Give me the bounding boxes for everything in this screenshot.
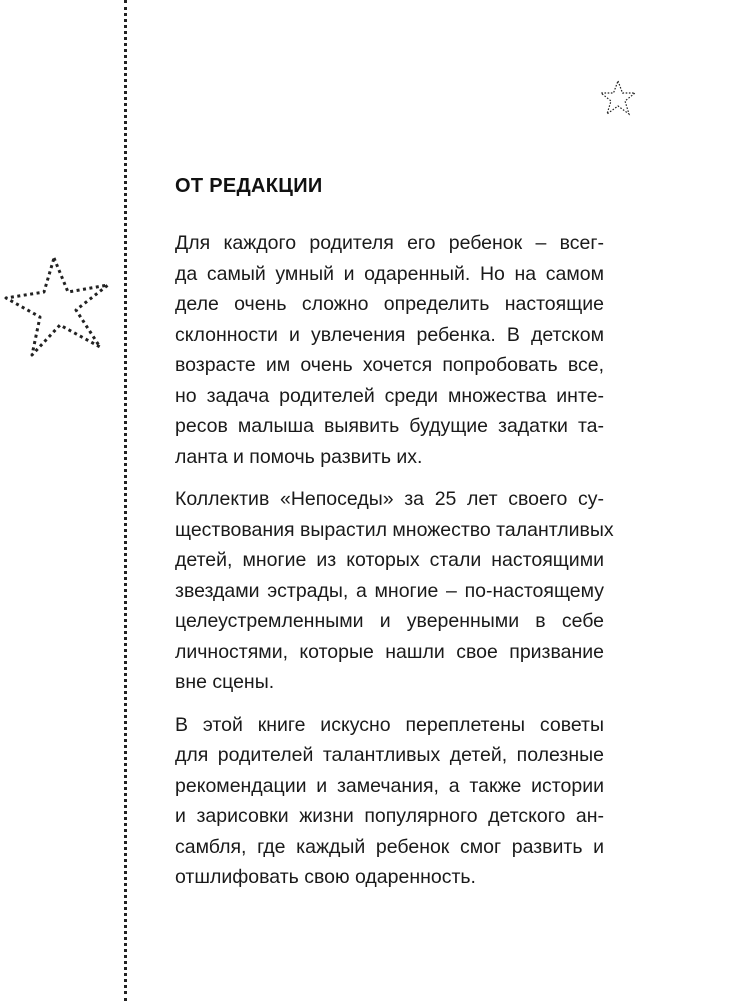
paragraph-line: для родителей талантливых детей, полезные [175,744,604,766]
paragraph-line: деле очень сложно определить настоящие [175,293,604,315]
paragraph-2 [175,484,614,698]
large-star-icon [2,255,112,365]
paragraph-line: вне сцены. [175,671,275,693]
paragraph-line: детей, многие из которых стали настоящими [175,549,604,571]
paragraph-line: да самый умный и одаренный. Но на самом [175,262,604,285]
page-heading: ОТ РЕДАКЦИИ [175,175,323,197]
paragraph-line: Коллектив «Непоседы» за 25 лет своего су- [175,488,604,510]
paragraph-line: отшлифовать свою одаренность. [175,866,476,888]
paragraph-line: Для каждого родителя его ребенок – всег- [175,232,604,254]
paragraph-line: ществования вырастил множество талантливых [175,518,614,541]
paragraph-line: рекомендации и замечания, а также истории [175,774,604,797]
paragraph-line: склонности и увлечения ребенка. В детском [175,323,604,346]
paragraph-line: самбля, где каждый ребенок смог развить и [175,835,604,858]
paragraph-line: В этой книге искусно переплетены советы [175,713,604,736]
paragraph-line: ланта и помочь развить их. [175,445,423,468]
paragraph-line: личностями, которые нашли свое призвание [175,640,604,663]
paragraph-line: возрасте им очень хочется попробовать все, [175,354,604,376]
paragraph-line: целеустремленными и уверенными в себе [175,610,604,632]
dotted-margin-line [124,0,127,1001]
paragraph-line: но задача родителей среди множества инте- [175,384,604,407]
small-star-icon [598,78,638,118]
paragraph-line: и зарисовки жизни популярного детского ан- [175,805,604,827]
paragraph-line: ресов малыша выявить будущие задатки та- [175,415,604,437]
body-text [175,228,614,905]
paragraph-line: звездами эстрады, а многие – по-настоящему [175,579,604,602]
paragraph-3 [175,710,604,893]
paragraph-1 [175,228,604,472]
